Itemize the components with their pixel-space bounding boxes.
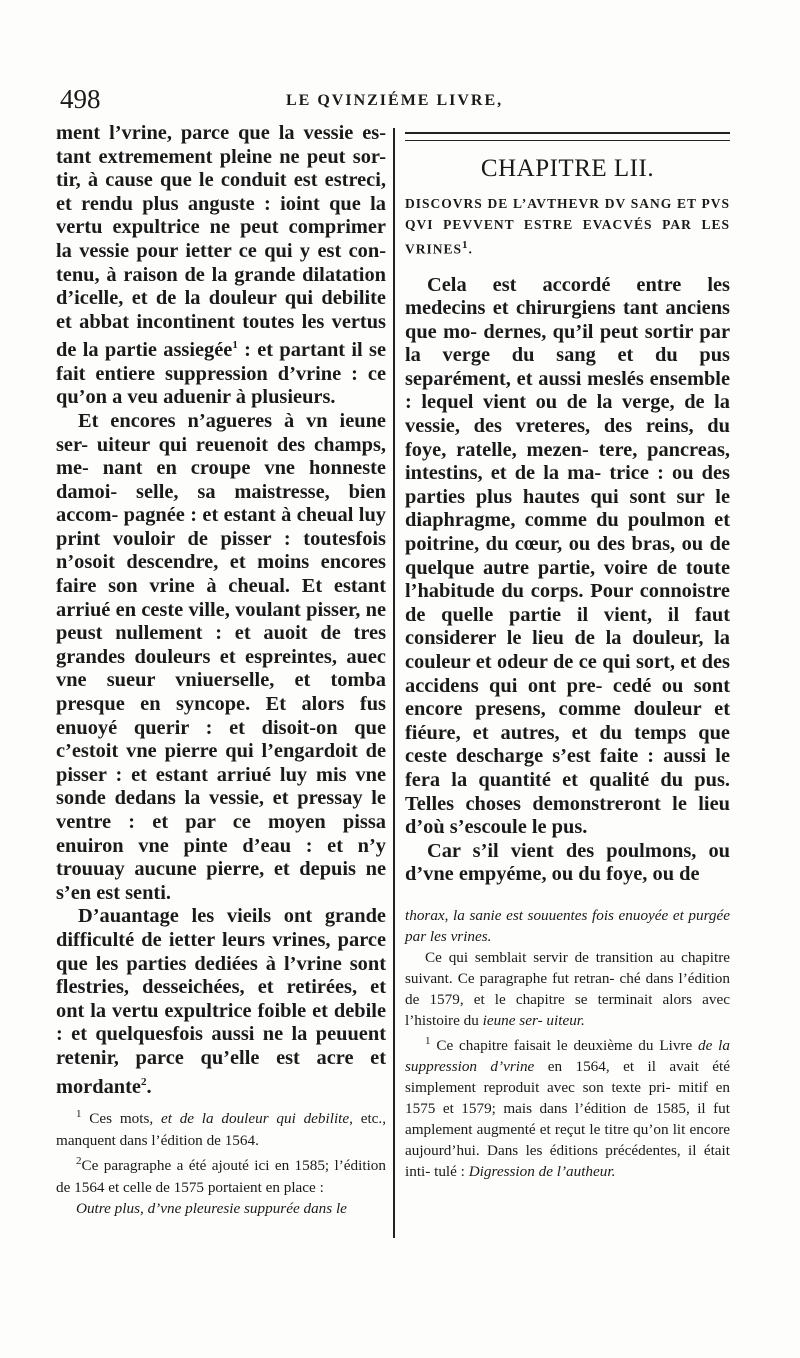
paragraph: Cela est accordé entre les medecins et chirurgiens tant anciens que mo- dernes, qu’il peut sortir par la verge du sang et du pus separément, et aussi meslés ensemble : lequel vient ou de la verge, de la vessie, des vreteres, des reins, du foye, ratelle, mezen- tere, pancreas, intestins, et de la ma- trice : ou des parties plus hautes qui sont sur le diaphragme, comme du poulmon et poitrine, du cœur, ou des bras, ou de quelque autre partie, voire de toute l’habitude du corps. Pour connoistre de quelle partie il vient, il faut considerer le lieu de la douleur, la couleur et odeur de ce qui sort, et des accidens qui ont pre- cedé ou sont encore presens, comme douleur et fiéure, et autres, et du temps que ceste descharge s’est faite : aussi le fera la quantité et qualité du pus. Telles choses demonstreront le lieu d’où s’escoule le pus. [405,273,730,839]
footnote-continuation: thorax, la sanie est souuentes fois enuoyée et purgée par les vrines. [405,906,731,945]
left-footnotes [56,1104,386,1220]
paragraph: D’auantage les vieils ont grande difficulté de ietter leurs vrines, parce que les parties dediées à l’vrine sont flestries, desseichées, et retirées, et ont la vertu expultrice foible et debile : et quelquesfois aussi ne la peuuent retenir, parce qu’elle est acre et mordante$^2$. [56,905,386,1098]
chapter-rule [405,132,730,141]
left-column [56,122,386,1099]
right-body [405,274,730,887]
right-column [405,128,730,1182]
chapter-subtitle: DISCOVRS DE L’AVTHEVR DV SANG ET PVS QVI PEVVENT ESTRE EVACVÉS PAR LES VRINES$^1$. [405,196,730,257]
footnote-quote: Outre plus, d’vne pleuresie suppurée dans le [76,1200,347,1218]
footnote-marker: 1 [462,239,469,251]
footnote-marker: 1 [232,339,238,352]
page-header [60,84,740,118]
paragraph: ment l’vrine, parce que la vessie es- tant extremement pleine ne peut sor- tir, à cause que le conduit est estreci, et rendu plus anguste : ioint que la vertu expultrice ne peut comprimer la vessie pour ietter ce qui y est con- tenu, à raison de la grande dilatation d’icelle, et de la douleur qui debilite et abbat incontinent toutes les vertus de la partie assiegée$^1$ : et partant il se fait entiere suppression d’vrine : ce qu’on a veu aduenir à plusieurs. [56,122,387,409]
footnote: Ce qui semblait servir de transition au chapitre suivant. Ce paragraphe fut retran- ché dans l’édition de 1579, et le chapitre se terminait alors avec l’histoire du ieune ser- uiteur. [405,948,730,1029]
running-head: LE QVINZIÉME LIVRE, [286,92,504,109]
paragraph: Car s’il vient des poulmons, ou d’vne empyéme, ou du foye, ou de [405,839,730,886]
chapter-title: CHAPITRE LII. [480,155,655,182]
column-divider [393,128,395,1238]
paragraph: Et encores n’agueres à vn ieune ser- uiteur qui reuenoit des champs, me- nant en croupe vne honneste damoi- selle, sa maistresse, bien accom- pagnée : et estant à cheual luy print vouloir de pisser : toutesfois n’osoit descendre, et moins encores faire son vrine à cheual. Et estant arriué en ceste ville, voulant pisser, ne peust nullement : et auoit de tres grandes douleurs et espreintes, auec vne sueur vniuerselle, et tomba presque en syncope. Et alors fus enuoyé querir : et disoit-on que c’estoit vne pierre qui l’engardoit de pisser : et estant arriué luy mis vne sonde dedans la vessie, et pressay le ventre : et par ce moyen pissa enuiron vne pinte d’eau : et n’y trouuay aucune pierre, et depuis ne s’en est senti. [56,409,386,904]
footnote: $^2$Ce paragraphe a été ajouté ici en 1585; l’édition de 1564 et celle de 1575 portaient en place : [56,1155,386,1196]
footnote: $^1$ Ce chapitre faisait le deuxième du Livre de la suppression d’vrine en 1564, et il avait été simplement reproduit avec son texte pri- mitif en 1575 et 1579; mais dans l’édition de 1585, il fut amplement augmenté et reçut le titre qu’on lit encore aujourd’hui. Dans les éditions précédentes, il était inti- tulé : Digression de l’autheur. [405,1034,730,1180]
footnote: $^1$ Ces mots, et de la douleur qui debilite, etc., manquent dans l’édition de 1564. [56,1108,387,1149]
footnote-marker: 2 [140,1075,147,1088]
right-footnotes [405,905,730,1182]
page-number: 498 [60,84,101,114]
